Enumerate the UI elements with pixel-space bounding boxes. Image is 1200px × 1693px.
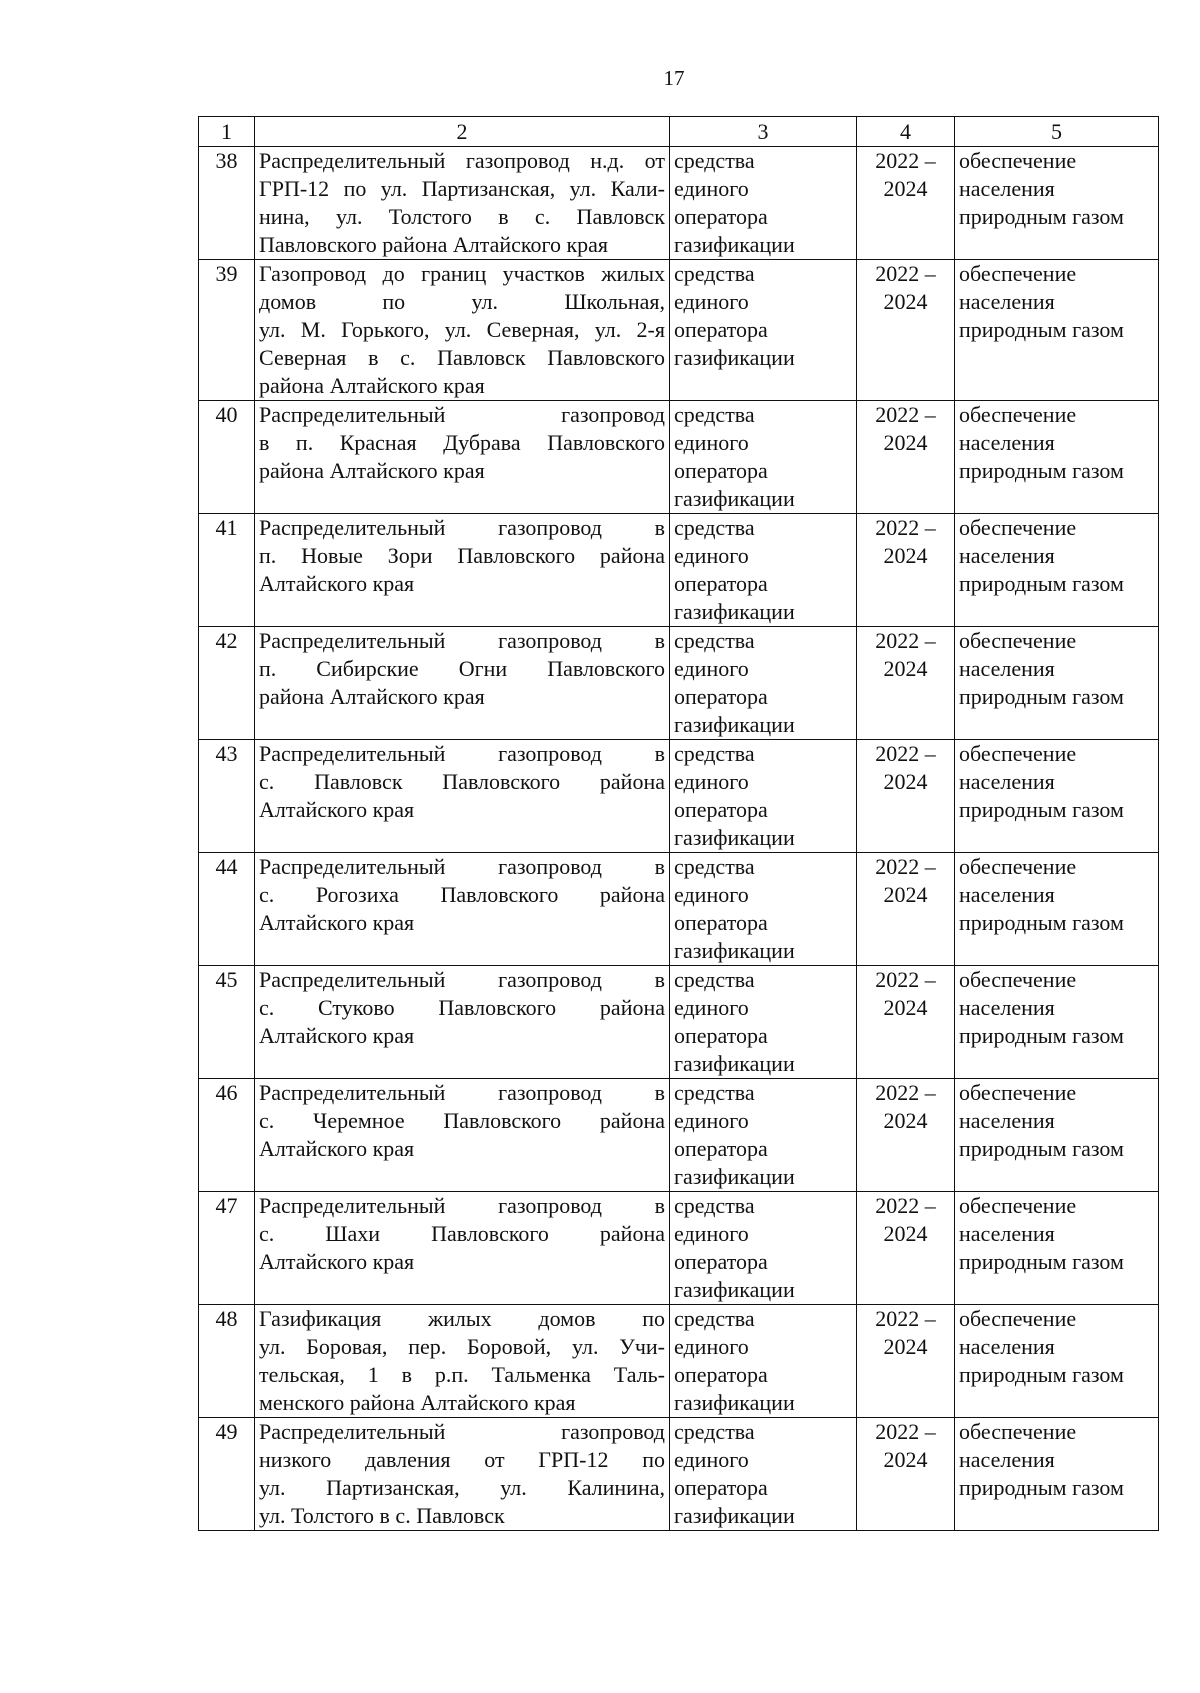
- purpose-line: населения: [959, 289, 1055, 314]
- funding-source-line: оператора: [674, 1023, 768, 1048]
- period-cell: [857, 1418, 955, 1531]
- object-name-line: Газификация жилых домов по: [259, 1306, 665, 1331]
- period-line: 2024: [883, 543, 928, 568]
- funding-source-cell: [670, 966, 857, 1079]
- gasification-table: [198, 116, 1159, 1531]
- purpose-cell: [955, 627, 1159, 740]
- purpose-line: обеспечение: [959, 741, 1077, 766]
- period-cell: [857, 966, 955, 1079]
- row-number: 43: [199, 740, 255, 853]
- purpose-cell: [955, 1192, 1159, 1305]
- row-number: 42: [199, 627, 255, 740]
- object-name-line: Распределительный газопровод в: [259, 967, 665, 992]
- object-name-cell: [255, 147, 670, 260]
- object-name-line: района Алтайского края: [259, 684, 485, 709]
- table-header: [199, 117, 1159, 147]
- funding-source-line: единого: [674, 1108, 749, 1133]
- period-line: 2022 –: [875, 854, 936, 879]
- period-cell: [857, 147, 955, 260]
- object-name-line: Алтайского края: [259, 1023, 415, 1048]
- period-line: 2022 –: [875, 628, 936, 653]
- purpose-line: природным газом: [959, 1362, 1124, 1387]
- purpose-line: населения: [959, 656, 1055, 681]
- period-line: 2024: [883, 882, 928, 907]
- funding-source-line: средства: [674, 1306, 755, 1331]
- purpose-cell: [955, 147, 1159, 260]
- purpose-cell: [955, 740, 1159, 853]
- table-row: [199, 1079, 1159, 1192]
- object-name-line: Алтайского края: [259, 1249, 415, 1274]
- purpose-line: природным газом: [959, 797, 1124, 822]
- period-line: 2024: [883, 1334, 928, 1359]
- funding-source-cell: [670, 1079, 857, 1192]
- funding-source-line: оператора: [674, 204, 768, 229]
- purpose-line: населения: [959, 1108, 1055, 1133]
- funding-source-line: единого: [674, 289, 749, 314]
- funding-source-line: средства: [674, 628, 755, 653]
- table-row: [199, 740, 1159, 853]
- object-name-cell: [255, 401, 670, 514]
- object-name-line: ул. Толстого в с. Павловск: [259, 1503, 505, 1528]
- object-name-line: ул. Партизанская, ул. Калинина,: [259, 1475, 665, 1500]
- funding-source-line: единого: [674, 1334, 749, 1359]
- table-row: [199, 401, 1159, 514]
- period-line: 2022 –: [875, 1193, 936, 1218]
- row-number: 39: [199, 260, 255, 401]
- period-line: 2022 –: [875, 515, 936, 540]
- funding-source-line: средства: [674, 854, 755, 879]
- purpose-line: населения: [959, 995, 1055, 1020]
- funding-source-line: оператора: [674, 684, 768, 709]
- purpose-line: обеспечение: [959, 1080, 1077, 1105]
- funding-source-cell: [670, 1418, 857, 1531]
- row-number: 46: [199, 1079, 255, 1192]
- object-name-line: ул. М. Горького, ул. Северная, ул. 2-я: [259, 317, 665, 342]
- object-name-cell: [255, 260, 670, 401]
- purpose-cell: [955, 401, 1159, 514]
- period-line: 2024: [883, 1108, 928, 1133]
- funding-source-line: газификации: [674, 1051, 795, 1076]
- period-line: 2022 –: [875, 1306, 936, 1331]
- funding-source-line: средства: [674, 741, 755, 766]
- period-line: 2024: [883, 430, 928, 455]
- row-number: 45: [199, 966, 255, 1079]
- object-name-line: Павловского района Алтайского края: [259, 232, 609, 257]
- object-name-line: менского района Алтайского края: [259, 1390, 576, 1415]
- object-name-line: Распределительный газопровод в: [259, 628, 665, 653]
- funding-source-line: газификации: [674, 345, 795, 370]
- table-row: [199, 1418, 1159, 1531]
- object-name-cell: [255, 1079, 670, 1192]
- period-cell: [857, 1192, 955, 1305]
- object-name-line: домов по ул. Школьная,: [259, 289, 665, 314]
- object-name-line: тельская, 1 в р.п. Тальменка Таль-: [259, 1362, 665, 1387]
- funding-source-line: средства: [674, 402, 755, 427]
- funding-source-cell: [670, 740, 857, 853]
- purpose-cell: [955, 260, 1159, 401]
- funding-source-line: газификации: [674, 1277, 795, 1302]
- purpose-line: природным газом: [959, 1023, 1124, 1048]
- purpose-cell: [955, 514, 1159, 627]
- funding-source-line: оператора: [674, 797, 768, 822]
- purpose-line: населения: [959, 1221, 1055, 1246]
- object-name-line: Газопровод до границ участков жилых: [259, 261, 665, 286]
- funding-source-line: средства: [674, 1193, 755, 1218]
- funding-source-line: оператора: [674, 1136, 768, 1161]
- funding-source-cell: [670, 627, 857, 740]
- table-body: [199, 147, 1159, 1531]
- object-name-line: Распределительный газопровод: [259, 1419, 665, 1444]
- purpose-line: населения: [959, 1447, 1055, 1472]
- table-row: [199, 853, 1159, 966]
- table-row: [199, 514, 1159, 627]
- period-line: 2022 –: [875, 741, 936, 766]
- funding-source-line: газификации: [674, 1164, 795, 1189]
- period-line: 2024: [883, 769, 928, 794]
- funding-source-line: единого: [674, 882, 749, 907]
- funding-source-line: средства: [674, 1080, 755, 1105]
- object-name-line: с. Рогозиха Павловского района: [259, 882, 665, 907]
- table-row: [199, 1192, 1159, 1305]
- funding-source-line: средства: [674, 967, 755, 992]
- funding-source-line: оператора: [674, 458, 768, 483]
- period-line: 2024: [883, 995, 928, 1020]
- period-cell: [857, 401, 955, 514]
- object-name-line: п. Новые Зори Павловского района: [259, 543, 665, 568]
- purpose-line: природным газом: [959, 1475, 1124, 1500]
- funding-source-line: средства: [674, 261, 755, 286]
- period-line: 2022 –: [875, 148, 936, 173]
- object-name-line: нина, ул. Толстого в с. Павловск: [259, 204, 665, 229]
- object-name-line: ГРП-12 по ул. Партизанская, ул. Кали-: [259, 176, 665, 201]
- object-name-line: Распределительный газопровод в: [259, 515, 665, 540]
- object-name-line: Северная в с. Павловск Павловского: [259, 345, 665, 370]
- row-number: 48: [199, 1305, 255, 1418]
- period-cell: [857, 514, 955, 627]
- object-name-line: района Алтайского края: [259, 458, 485, 483]
- funding-source-cell: [670, 260, 857, 401]
- object-name-line: Распределительный газопровод н.д. от: [259, 148, 665, 173]
- row-number: 47: [199, 1192, 255, 1305]
- purpose-line: обеспечение: [959, 1419, 1077, 1444]
- object-name-cell: [255, 514, 670, 627]
- header-col-4: 4: [857, 117, 955, 147]
- period-cell: [857, 627, 955, 740]
- period-cell: [857, 740, 955, 853]
- funding-source-line: газификации: [674, 825, 795, 850]
- funding-source-line: газификации: [674, 712, 795, 737]
- object-name-cell: [255, 740, 670, 853]
- object-name-cell: [255, 1192, 670, 1305]
- funding-source-line: газификации: [674, 599, 795, 624]
- period-line: 2022 –: [875, 967, 936, 992]
- funding-source-cell: [670, 147, 857, 260]
- header-col-5: 5: [955, 117, 1159, 147]
- period-line: 2024: [883, 656, 928, 681]
- object-name-line: района Алтайского края: [259, 373, 485, 398]
- table-row: [199, 260, 1159, 401]
- object-name-line: Алтайского края: [259, 797, 415, 822]
- funding-source-line: газификации: [674, 232, 795, 257]
- funding-source-cell: [670, 401, 857, 514]
- purpose-line: природным газом: [959, 571, 1124, 596]
- purpose-cell: [955, 1418, 1159, 1531]
- purpose-line: обеспечение: [959, 967, 1077, 992]
- object-name-line: Алтайского края: [259, 1136, 415, 1161]
- object-name-cell: [255, 966, 670, 1079]
- funding-source-line: оператора: [674, 1362, 768, 1387]
- period-line: 2024: [883, 1221, 928, 1246]
- purpose-line: населения: [959, 430, 1055, 455]
- funding-source-line: оператора: [674, 1249, 768, 1274]
- table-row: [199, 147, 1159, 260]
- funding-source-line: единого: [674, 995, 749, 1020]
- object-name-line: Алтайского края: [259, 571, 415, 596]
- period-cell: [857, 260, 955, 401]
- row-number: 44: [199, 853, 255, 966]
- row-number: 41: [199, 514, 255, 627]
- funding-source-cell: [670, 1305, 857, 1418]
- funding-source-line: газификации: [674, 938, 795, 963]
- object-name-cell: [255, 853, 670, 966]
- object-name-line: Распределительный газопровод: [259, 402, 665, 427]
- object-name-line: Распределительный газопровод в: [259, 854, 665, 879]
- period-line: 2024: [883, 1447, 928, 1472]
- purpose-line: населения: [959, 543, 1055, 568]
- purpose-cell: [955, 1305, 1159, 1418]
- purpose-line: природным газом: [959, 317, 1124, 342]
- object-name-line: Распределительный газопровод в: [259, 741, 665, 766]
- period-line: 2024: [883, 176, 928, 201]
- purpose-line: природным газом: [959, 684, 1124, 709]
- purpose-line: природным газом: [959, 1136, 1124, 1161]
- purpose-line: природным газом: [959, 204, 1124, 229]
- period-cell: [857, 1079, 955, 1192]
- purpose-line: населения: [959, 882, 1055, 907]
- funding-source-line: средства: [674, 515, 755, 540]
- period-line: 2022 –: [875, 261, 936, 286]
- funding-source-cell: [670, 1192, 857, 1305]
- funding-source-line: единого: [674, 769, 749, 794]
- funding-source-line: единого: [674, 656, 749, 681]
- purpose-line: природным газом: [959, 458, 1124, 483]
- page-number: 17: [663, 66, 685, 90]
- period-line: 2022 –: [875, 1080, 936, 1105]
- funding-source-line: единого: [674, 430, 749, 455]
- object-name-line: с. Шахи Павловского района: [259, 1221, 665, 1246]
- period-line: 2022 –: [875, 1419, 936, 1444]
- funding-source-line: средства: [674, 1419, 755, 1444]
- funding-source-line: единого: [674, 543, 749, 568]
- funding-source-line: оператора: [674, 910, 768, 935]
- purpose-line: населения: [959, 1334, 1055, 1359]
- row-number: 49: [199, 1418, 255, 1531]
- period-cell: [857, 1305, 955, 1418]
- object-name-line: Распределительный газопровод в: [259, 1193, 665, 1218]
- object-name-line: низкого давления от ГРП-12 по: [259, 1447, 665, 1472]
- table-row: [199, 627, 1159, 740]
- row-number: 38: [199, 147, 255, 260]
- period-cell: [857, 853, 955, 966]
- funding-source-line: оператора: [674, 1475, 768, 1500]
- purpose-line: обеспечение: [959, 148, 1077, 173]
- period-line: 2024: [883, 289, 928, 314]
- purpose-line: обеспечение: [959, 515, 1077, 540]
- funding-source-line: газификации: [674, 1503, 795, 1528]
- purpose-cell: [955, 1079, 1159, 1192]
- object-name-line: Алтайского края: [259, 910, 415, 935]
- header-row: [199, 117, 1159, 147]
- purpose-cell: [955, 853, 1159, 966]
- purpose-line: обеспечение: [959, 628, 1077, 653]
- object-name-line: с. Стуково Павловского района: [259, 995, 665, 1020]
- funding-source-line: единого: [674, 1447, 749, 1472]
- funding-source-line: единого: [674, 176, 749, 201]
- header-col-2: 2: [255, 117, 670, 147]
- purpose-line: населения: [959, 769, 1055, 794]
- purpose-cell: [955, 966, 1159, 1079]
- object-name-cell: [255, 1418, 670, 1531]
- object-name-line: с. Черемное Павловского района: [259, 1108, 665, 1133]
- funding-source-line: газификации: [674, 486, 795, 511]
- object-name-cell: [255, 1305, 670, 1418]
- row-number: 40: [199, 401, 255, 514]
- header-col-1: 1: [199, 117, 255, 147]
- funding-source-cell: [670, 853, 857, 966]
- object-name-line: с. Павловск Павловского района: [259, 769, 665, 794]
- purpose-line: природным газом: [959, 910, 1124, 935]
- funding-source-line: оператора: [674, 317, 768, 342]
- object-name-cell: [255, 627, 670, 740]
- purpose-line: населения: [959, 176, 1055, 201]
- funding-source-line: оператора: [674, 571, 768, 596]
- funding-source-line: газификации: [674, 1390, 795, 1415]
- header-col-3: 3: [670, 117, 857, 147]
- purpose-line: обеспечение: [959, 1193, 1077, 1218]
- period-line: 2022 –: [875, 402, 936, 427]
- object-name-line: в п. Красная Дубрава Павловского: [259, 430, 665, 455]
- purpose-line: обеспечение: [959, 402, 1077, 427]
- table-row: [199, 966, 1159, 1079]
- object-name-line: п. Сибирские Огни Павловского: [259, 656, 665, 681]
- funding-source-cell: [670, 514, 857, 627]
- purpose-line: обеспечение: [959, 1306, 1077, 1331]
- funding-source-line: средства: [674, 148, 755, 173]
- purpose-line: обеспечение: [959, 261, 1077, 286]
- table-row: [199, 1305, 1159, 1418]
- purpose-line: природным газом: [959, 1249, 1124, 1274]
- purpose-line: обеспечение: [959, 854, 1077, 879]
- object-name-line: ул. Боровая, пер. Боровой, ул. Учи-: [259, 1334, 665, 1359]
- object-name-line: Распределительный газопровод в: [259, 1080, 665, 1105]
- funding-source-line: единого: [674, 1221, 749, 1246]
